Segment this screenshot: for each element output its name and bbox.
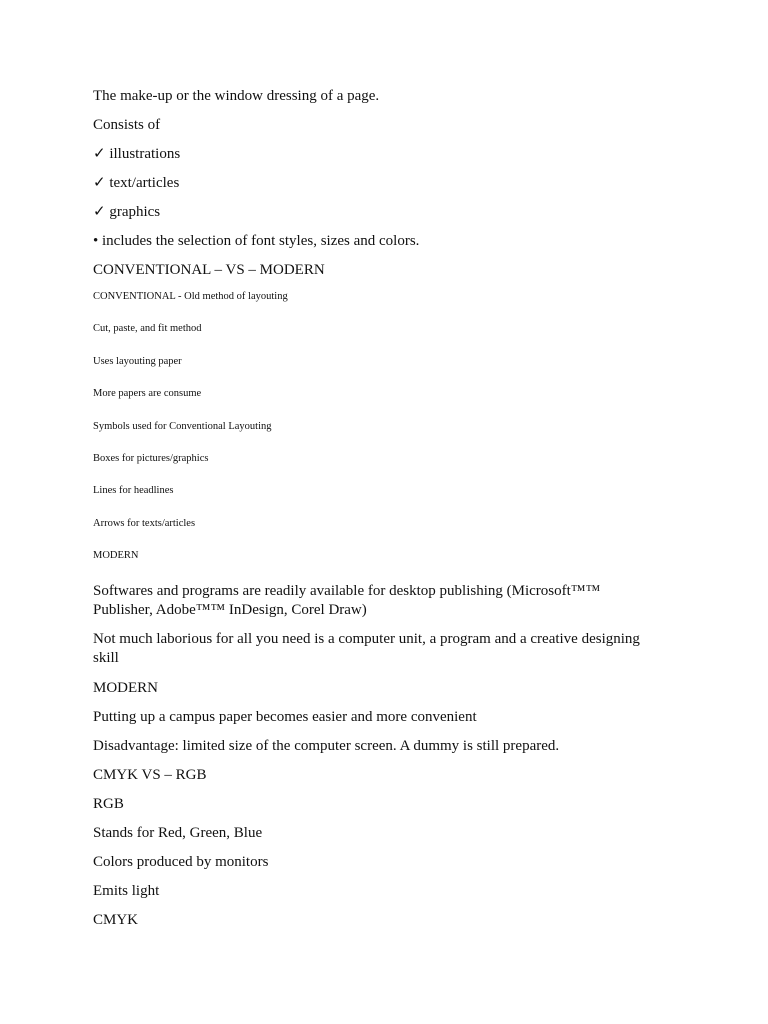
conventional-item: Cut, paste, and fit method <box>93 323 202 334</box>
softwares-text-line2: Publisher, Adobe™™ InDesign, Corel Draw) <box>93 602 367 618</box>
modern-small-heading: MODERN <box>93 550 139 561</box>
checklist-item: ✓ illustrations <box>93 146 181 162</box>
conventional-item: Lines for headlines <box>93 485 174 496</box>
conventional-item: Boxes for pictures/graphics <box>93 453 209 464</box>
conventional-item: Symbols used for Conventional Layouting <box>93 421 272 432</box>
laborious-text-line1: Not much laborious for all you need is a computer unit, a program and a creative designing <box>93 631 640 647</box>
rgb-stands-for: Stands for Red, Green, Blue <box>93 825 263 841</box>
cmyk-vs-rgb-heading: CMYK VS – RGB <box>93 767 207 783</box>
conventional-item: More papers are consume <box>93 388 202 399</box>
conventional-title: CONVENTIONAL - Old method of layouting <box>93 291 288 302</box>
laborious-text-line2: skill <box>93 650 119 666</box>
softwares-text-line1: Softwares and programs are readily available for desktop publishing (Microsoft™™ <box>93 583 601 599</box>
rgb-produced-by: Colors produced by monitors <box>93 854 269 870</box>
rgb-heading: RGB <box>93 796 124 812</box>
intro-text: The make-up or the window dressing of a page. <box>93 88 380 104</box>
bullet-item: • includes the selection of font styles, sizes and colors. <box>93 233 420 249</box>
disadvantage-text: Disadvantage: limited size of the computer screen. A dummy is still prepared. <box>93 738 560 754</box>
section-heading-conventional-vs-modern: CONVENTIONAL – VS – MODERN <box>93 262 325 278</box>
rgb-emits-light: Emits light <box>93 883 160 899</box>
modern-heading: MODERN <box>93 680 159 696</box>
campus-paper-text: Putting up a campus paper becomes easier and more convenient <box>93 709 477 725</box>
consists-of-label: Consists of <box>93 117 161 133</box>
conventional-item: Uses layouting paper <box>93 356 182 367</box>
checklist-item: ✓ text/articles <box>93 175 180 191</box>
conventional-item: Arrows for texts/articles <box>93 518 196 529</box>
checklist-item: ✓ graphics <box>93 204 161 220</box>
cmyk-heading: CMYK <box>93 912 139 928</box>
